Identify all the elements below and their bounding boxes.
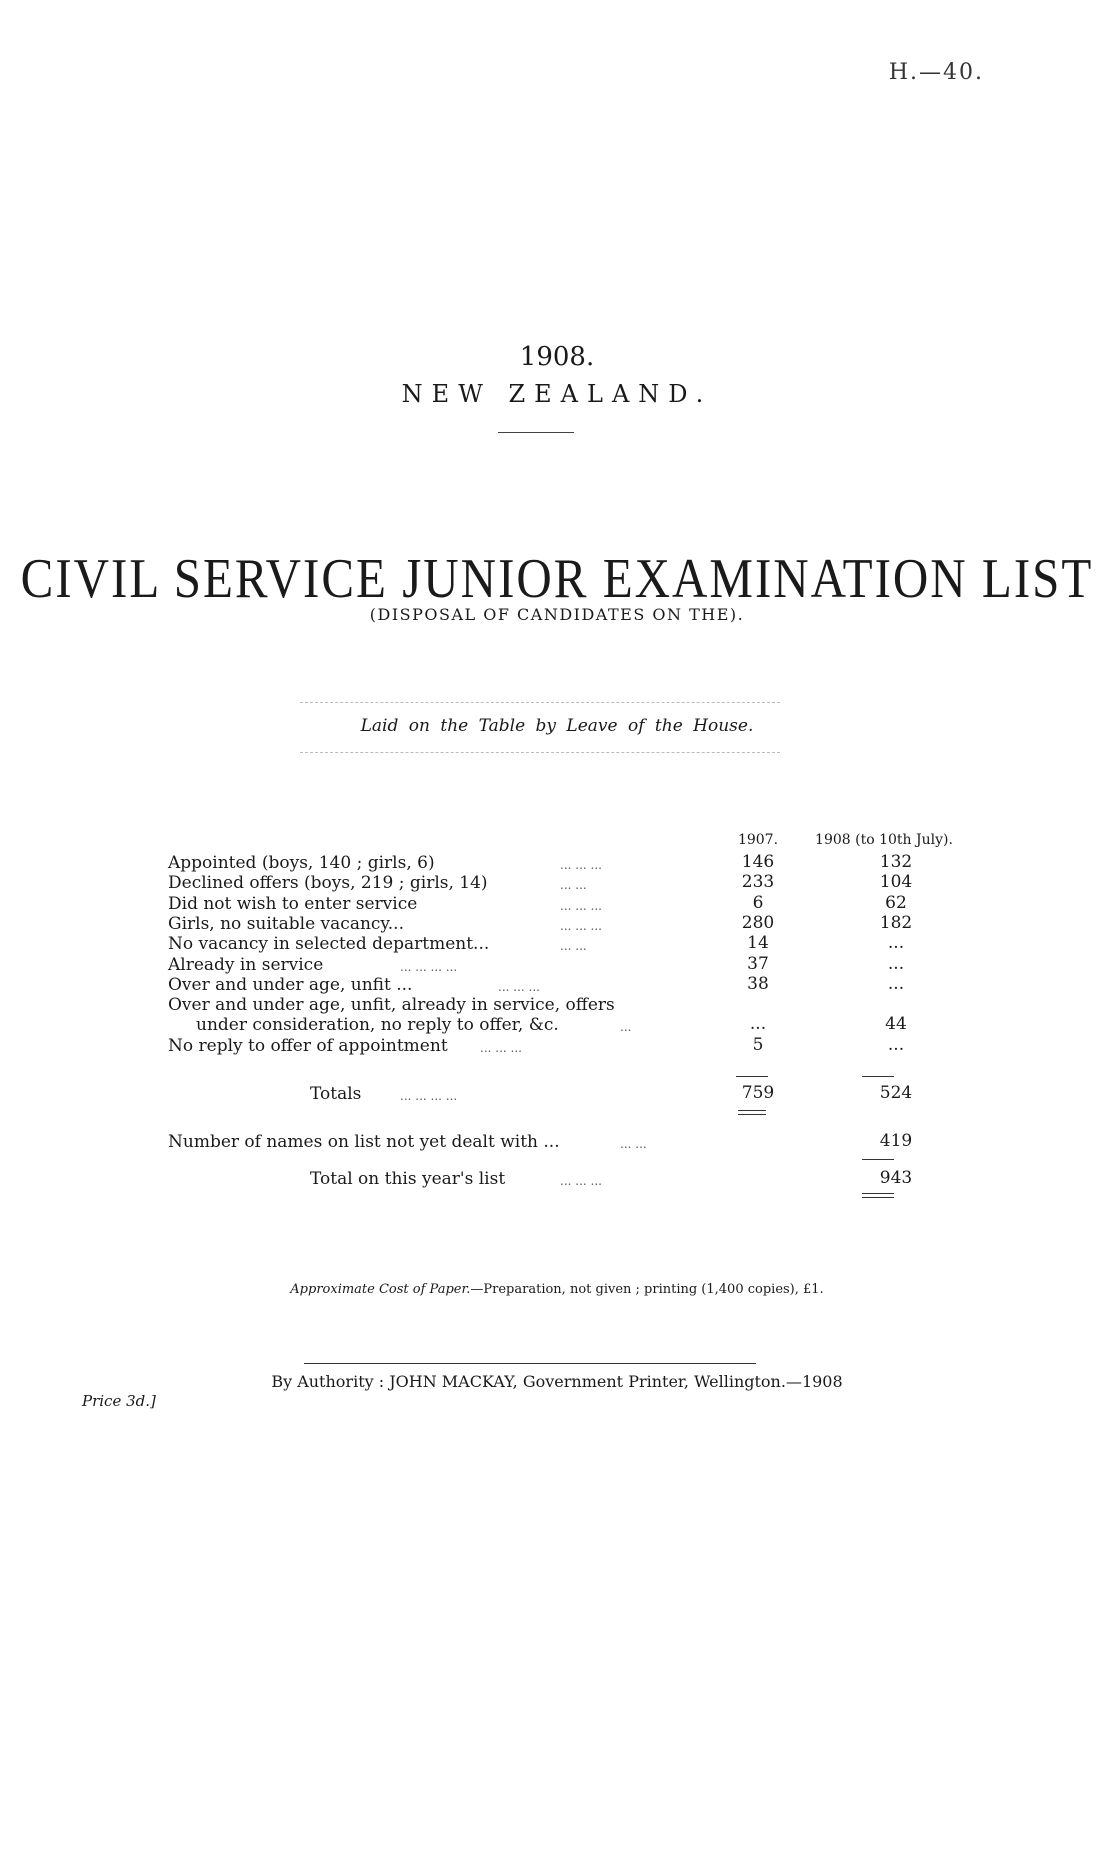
value-1908: ... [887, 933, 905, 953]
cost-text: —Preparation, not given ; printing (1,400 copies), £1. [470, 1282, 824, 1297]
row-label: No reply to offer of appointment [168, 1036, 448, 1056]
footer-divider [304, 1363, 756, 1364]
table-row [168, 913, 404, 935]
dotted-divider-bottom [300, 752, 780, 753]
leader-dots: ... ... [560, 878, 587, 892]
document-year: 1908. [519, 342, 595, 372]
printer-authority: By Authority : JOHN MACKAY, Government Printer, Wellington.—1908 [271, 1372, 843, 1391]
value-1908: ... [887, 954, 905, 974]
row-label: Girls, no suitable vacancy... [168, 914, 404, 934]
year-total-label: Total on this year's list [310, 1169, 506, 1189]
leader-dots: ... ... ... [560, 919, 602, 933]
table-row [168, 933, 489, 955]
table-row [168, 1035, 448, 1057]
year-total-row [310, 1168, 505, 1190]
value-1908: 182 [879, 913, 913, 933]
table-row [168, 893, 417, 915]
year-total-1908: 943 [879, 1168, 913, 1188]
leader-dots: ... ... ... [560, 1174, 602, 1188]
leader-dots: ... ... [560, 939, 587, 953]
value-1907: 14 [747, 933, 769, 953]
leader-dots: ... ... [620, 1137, 647, 1151]
value-1907: 146 [741, 852, 775, 872]
leader-dots: ... ... ... [498, 980, 540, 994]
country-heading: NEW ZEALAND. [401, 380, 713, 408]
leader-dots: ... ... ... [560, 858, 602, 872]
not-dealt-label: Number of names on list not yet dealt with ... [168, 1132, 560, 1152]
leader-dots: ... [620, 1020, 632, 1034]
double-rule-1907-a [738, 1110, 766, 1111]
value-1908: 62 [885, 893, 907, 913]
value-1907: 233 [741, 872, 775, 892]
double-rule-1907-b [738, 1114, 766, 1115]
sum-rule-1907 [736, 1076, 768, 1077]
row-label: Over and under age, unfit ... [168, 975, 413, 995]
row-label: Over and under age, unfit, already in service, offers [168, 995, 615, 1015]
row-label: Appointed (boys, 140 ; girls, 6) [168, 853, 435, 873]
dotted-divider-top [300, 702, 780, 703]
leader-dots: ... ... ... ... [400, 960, 458, 974]
totals-1907: 759 [741, 1083, 775, 1103]
totals-1908: 524 [879, 1083, 913, 1103]
double-rule-1908-b [862, 1197, 894, 1198]
not-dealt-1908: 419 [879, 1131, 913, 1151]
double-rule-1908-a [862, 1193, 894, 1194]
sum-rule-1908 [862, 1076, 894, 1077]
document-reference: H.—40. [888, 60, 984, 85]
row-label: Declined offers (boys, 219 ; girls, 14) [168, 873, 488, 893]
column-header-1908: 1908 (to 10th July). [815, 832, 953, 848]
row-label: Already in service [168, 955, 324, 975]
value-1907: 38 [747, 974, 769, 994]
divider [498, 432, 574, 433]
table-row [196, 1014, 559, 1036]
value-1907: 37 [747, 954, 769, 974]
column-header-1907: 1907. [737, 832, 779, 848]
sum-rule-not-dealt [862, 1159, 894, 1160]
leader-dots: ... ... ... ... [400, 1089, 458, 1103]
document-title: CIVIL SERVICE JUNIOR EXAMINATION LIST [20, 546, 1094, 610]
table-row [168, 872, 488, 894]
laid-on-table-note: Laid on the Table by Leave of the House. [360, 716, 754, 736]
cost-footnote [0, 1282, 1114, 1297]
row-label: No vacancy in selected department... [168, 934, 490, 954]
leader-dots: ... ... ... [560, 899, 602, 913]
not-dealt-row [168, 1131, 560, 1153]
value-1907: ... [749, 1014, 767, 1034]
document-subtitle: (DISPOSAL OF CANDIDATES ON THE). [369, 605, 745, 624]
totals-label: Totals [310, 1084, 362, 1104]
value-1907: 6 [752, 893, 764, 913]
row-label: under consideration, no reply to offer, &c. [196, 1015, 559, 1035]
table-row [168, 974, 412, 996]
value-1907: 280 [741, 913, 775, 933]
value-1908: ... [887, 974, 905, 994]
totals-row [310, 1083, 361, 1105]
value-1908: 44 [885, 1014, 907, 1034]
value-1908: 104 [879, 872, 913, 892]
value-1908: ... [887, 1035, 905, 1055]
table-row [168, 954, 323, 976]
price-note: Price 3d.] [82, 1392, 156, 1410]
table-row [168, 852, 435, 874]
value-1908: 132 [879, 852, 913, 872]
value-1907: 5 [752, 1035, 764, 1055]
row-label: Did not wish to enter service [168, 894, 418, 914]
leader-dots: ... ... ... [480, 1041, 522, 1055]
cost-label: Approximate Cost of Paper. [290, 1282, 471, 1297]
table-row [168, 994, 615, 1016]
